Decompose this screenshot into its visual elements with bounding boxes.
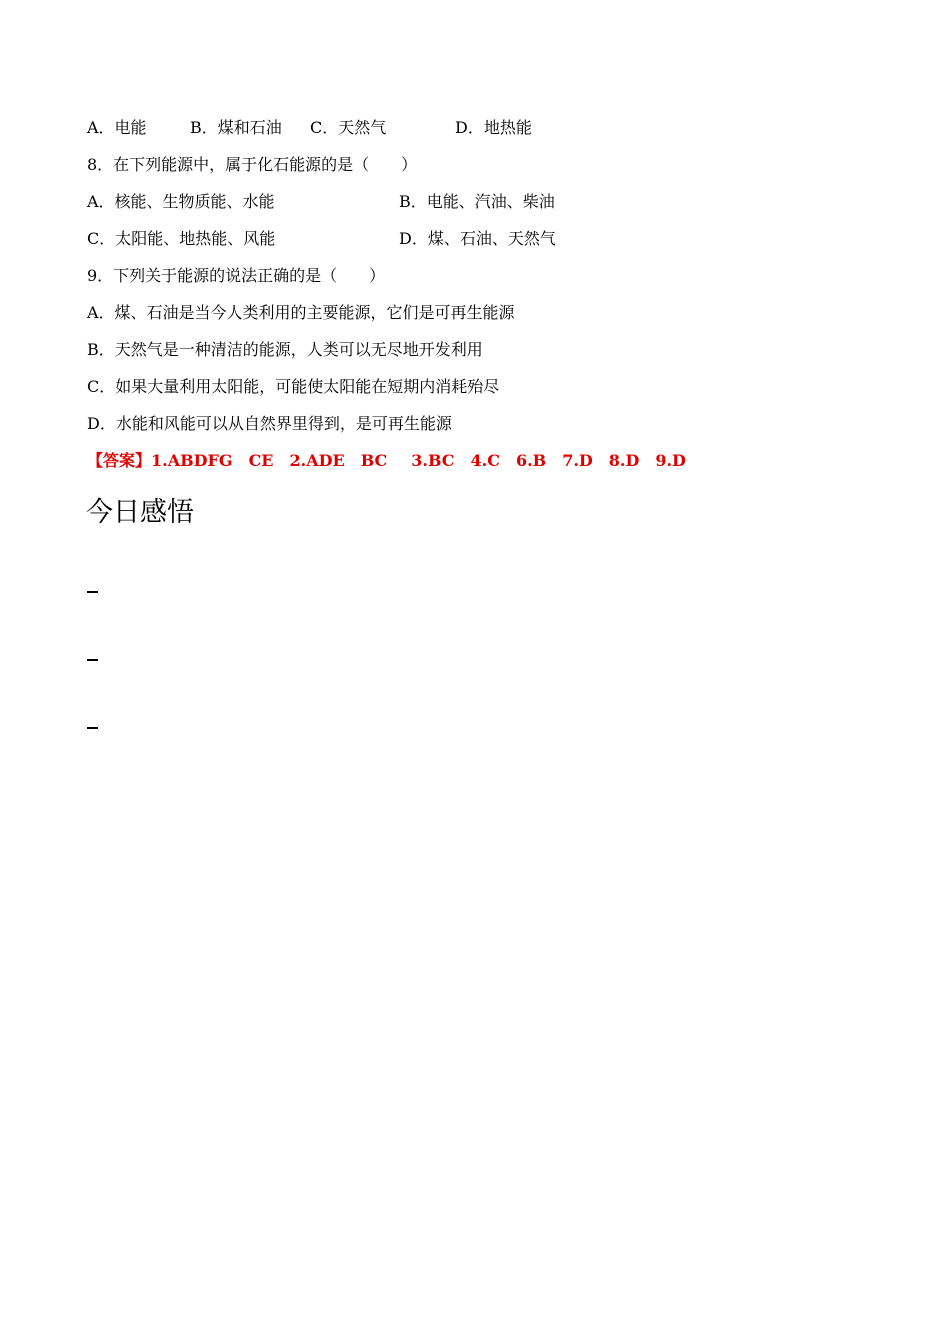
answer-item: BC: [360, 451, 388, 470]
answer-items: [151, 451, 686, 471]
q7-option-d: D．地热能: [455, 118, 532, 137]
q8-stem: 8．在下列能源中，属于化石能源的是（ ）: [87, 155, 418, 174]
q8-option-a: A．核能、生物质能、水能: [87, 192, 275, 211]
q9-stem: 9．下列关于能源的说法正确的是（ ）: [87, 266, 386, 285]
blank-line-marker: [87, 659, 98, 661]
reflection-title: 今日感悟: [86, 497, 194, 528]
answer-item: 4.C: [470, 451, 500, 470]
answer-item: 6.B: [515, 451, 547, 470]
blank-line-marker: [87, 727, 98, 729]
blank-line-marker: [87, 591, 98, 593]
answer-item: 1.ABDFG: [151, 451, 233, 470]
q8-option-d: D．煤、石油、天然气: [399, 229, 556, 248]
q8-option-b: B．电能、汽油、柴油: [399, 192, 555, 211]
q7-option-b: B．煤和石油: [190, 118, 282, 137]
answer-item: 9.D: [655, 451, 686, 470]
answer-item: 3.BC: [411, 451, 455, 470]
answer-item: 2.ADE: [289, 451, 345, 470]
q7-option-c: C．天然气: [310, 118, 387, 137]
answer-item: CE: [248, 451, 274, 470]
q9-option-b: B．天然气是一种清洁的能源，人类可以无尽地开发利用: [87, 340, 483, 359]
answer-item: 7.D: [562, 451, 593, 470]
q8-option-c: C．太阳能、地热能、风能: [87, 229, 276, 248]
q9-option-d: D．水能和风能可以从自然界里得到，是可再生能源: [87, 414, 452, 433]
answer-item: 8.D: [608, 451, 640, 470]
q9-option-c: C．如果大量利用太阳能，可能使太阳能在短期内消耗殆尽: [87, 377, 500, 396]
answer-key: [87, 451, 686, 471]
answer-label: 【答案】: [87, 451, 152, 470]
q9-option-a: A．煤、石油是当今人类利用的主要能源，它们是可再生能源: [87, 303, 515, 322]
q7-option-a: A．电能: [87, 118, 147, 137]
